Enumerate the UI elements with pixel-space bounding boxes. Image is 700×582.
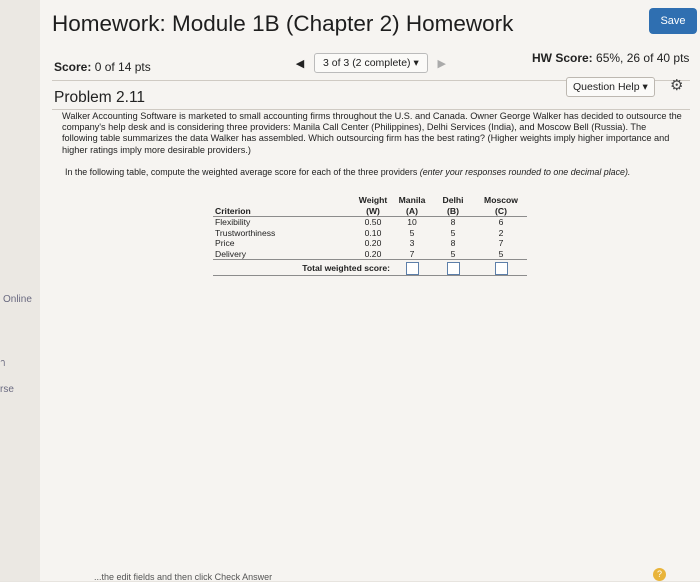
delhi-header: Delhi (B) bbox=[431, 195, 475, 217]
hw-score-label: HW Score: bbox=[532, 51, 593, 65]
score-value: 0 of 14 pts bbox=[94, 60, 151, 74]
instruction-italic: (enter your responses rounded to one decimal place). bbox=[419, 167, 631, 177]
question-navigator bbox=[292, 52, 450, 74]
gear-icon[interactable]: ⚙ bbox=[670, 77, 684, 94]
hw-score-display bbox=[532, 51, 689, 65]
bottom-instruction: ...the edit fields and then click Check Answer bbox=[94, 572, 273, 582]
weight-header: Weight (W) bbox=[353, 195, 393, 217]
sidebar-partial-label[interactable]: rse bbox=[0, 384, 14, 395]
table-row: Flexibility 0.50 10 8 6 bbox=[215, 217, 504, 227]
criterion-header: Criterion bbox=[213, 195, 353, 217]
problem-title: Problem 2.11 bbox=[54, 89, 146, 106]
score-display bbox=[54, 60, 151, 74]
moscow-total-input[interactable] bbox=[495, 262, 508, 275]
ratings-table bbox=[213, 195, 527, 276]
instruction-main: In the following table, compute the weighted average score for each of the three providers bbox=[65, 167, 418, 177]
instruction-text bbox=[65, 167, 630, 177]
table-row: Price 0.20 3 8 7 bbox=[215, 238, 504, 248]
manila-header: Manila (A) bbox=[393, 195, 431, 217]
homework-panel bbox=[40, 0, 700, 581]
question-help-label: Question Help bbox=[573, 81, 640, 93]
hw-score-value: 65%, 26 of 40 pts bbox=[596, 51, 690, 65]
question-position-label: 3 of 3 (2 complete) bbox=[323, 57, 411, 69]
problem-text: Walker Accounting Software is marketed to small accounting firms throughout the U.S. and Canada. Owner George Walker has decided to outsource the company's help desk and is considering three providers: Manila Call Center (Philippines), Delhi Services (India), and Moscow Bell (Russia). The following table summarizes the data Walker has assembled. Which outsourcing firm has the best rating? (Higher weights imply higher importance and higher ratings imply more desirable providers.) bbox=[62, 111, 682, 155]
sidebar-mark: า bbox=[0, 358, 6, 369]
next-question-icon[interactable]: ▶ bbox=[437, 57, 446, 70]
question-position-dropdown[interactable]: 3 of 3 (2 complete) ▾ bbox=[314, 53, 428, 73]
moscow-header: Moscow (C) bbox=[475, 195, 527, 217]
save-button[interactable]: Save bbox=[649, 8, 697, 34]
total-weighted-score-label: Total weighted score: bbox=[213, 260, 393, 276]
score-label: Score: bbox=[54, 60, 92, 74]
manila-total-input[interactable] bbox=[406, 262, 419, 275]
left-sidebar bbox=[0, 0, 40, 581]
page-title: Homework: Module 1B (Chapter 2) Homework bbox=[52, 11, 514, 36]
delhi-total-input[interactable] bbox=[447, 262, 460, 275]
question-help-button[interactable]: Question Help ▾ bbox=[566, 77, 655, 97]
previous-question-icon[interactable]: ◀ bbox=[295, 57, 305, 70]
table-row: Delivery 0.20 7 5 5 bbox=[213, 249, 527, 260]
help-icon[interactable]: ? bbox=[653, 568, 666, 581]
problem-divider bbox=[52, 109, 690, 110]
table-row: Trustworthiness 0.10 5 5 2 bbox=[215, 227, 504, 238]
total-row bbox=[213, 260, 527, 276]
sidebar-online-label[interactable]: Online bbox=[3, 294, 32, 305]
table-header-row bbox=[213, 195, 527, 217]
